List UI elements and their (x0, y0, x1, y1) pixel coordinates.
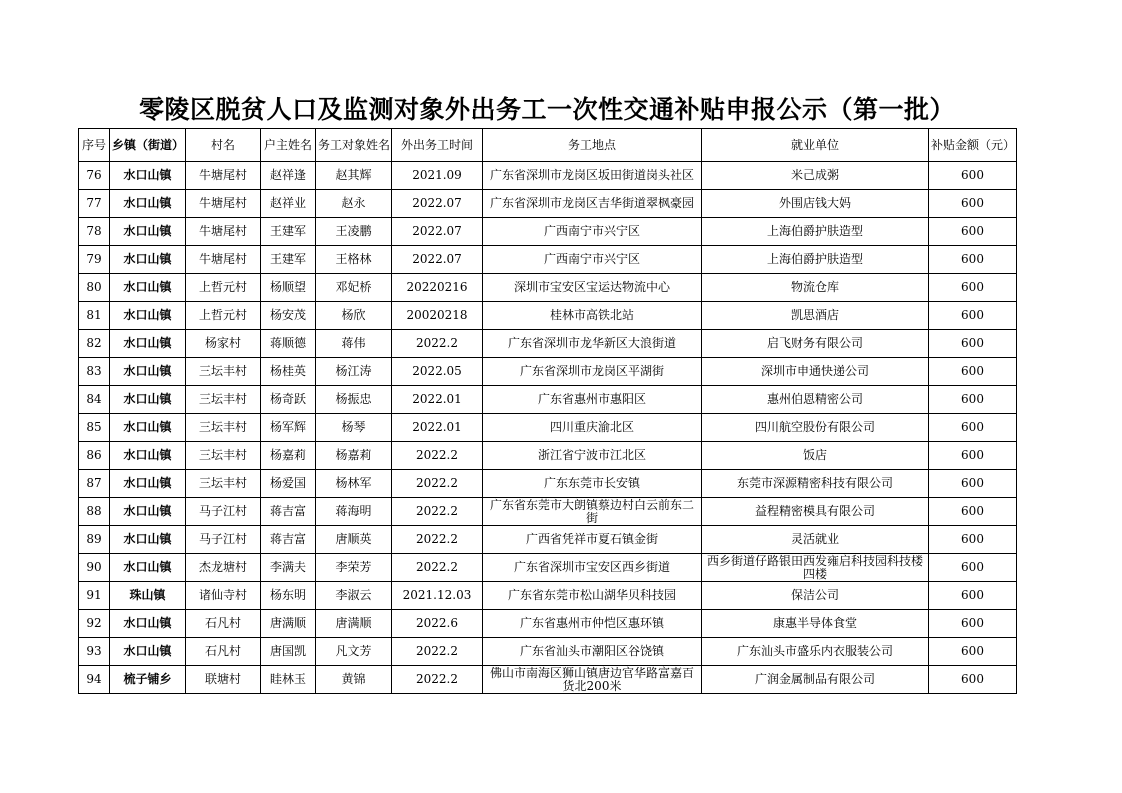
header-amount: 补贴金额（元） (929, 129, 1017, 162)
cell-worker: 杨林军 (316, 470, 392, 498)
table-row (79, 470, 1017, 498)
cell-location: 广东省东莞市松山湖华贝科技园 (483, 582, 702, 610)
cell-no: 94 (79, 666, 110, 694)
cell-worker: 蒋伟 (316, 330, 392, 358)
cell-town: 水口山镇 (110, 442, 186, 470)
table-body (79, 162, 1017, 694)
cell-amount: 600 (929, 246, 1017, 274)
cell-village: 三坛丰村 (186, 442, 261, 470)
header-out-time: 外出务工时间 (392, 129, 483, 162)
cell-householder: 蒋吉富 (261, 498, 316, 526)
cell-village: 石凡村 (186, 638, 261, 666)
cell-householder: 杨安茂 (261, 302, 316, 330)
cell-location: 广东省惠州市惠阳区 (483, 386, 702, 414)
cell-amount: 600 (929, 358, 1017, 386)
cell-village: 杨家村 (186, 330, 261, 358)
cell-employer: 广东汕头市盛乐内衣服装公司 (702, 638, 929, 666)
cell-no: 77 (79, 190, 110, 218)
cell-village: 牛塘尾村 (186, 190, 261, 218)
table-row (79, 330, 1017, 358)
cell-worker: 李荣芳 (316, 554, 392, 582)
subsidy-table (78, 128, 1017, 694)
cell-location: 广东省汕头市潮阳区谷饶镇 (483, 638, 702, 666)
cell-no: 89 (79, 526, 110, 554)
table-row (79, 666, 1017, 694)
cell-no: 80 (79, 274, 110, 302)
cell-employer: 西乡街道仔路银田西发雍启科技园科技楼四楼 (702, 554, 929, 582)
cell-employer: 米己成粥 (702, 162, 929, 190)
cell-village: 牛塘尾村 (186, 246, 261, 274)
cell-out-time: 2022.6 (392, 610, 483, 638)
cell-village: 杰龙塘村 (186, 554, 261, 582)
header-no: 序号 (79, 129, 110, 162)
cell-town: 水口山镇 (110, 554, 186, 582)
cell-town: 水口山镇 (110, 526, 186, 554)
cell-town: 水口山镇 (110, 246, 186, 274)
cell-town: 水口山镇 (110, 358, 186, 386)
cell-amount: 600 (929, 610, 1017, 638)
cell-location: 广东省深圳市龙岗区吉华街道翠枫豪园 (483, 190, 702, 218)
cell-householder: 杨嘉莉 (261, 442, 316, 470)
cell-town: 水口山镇 (110, 190, 186, 218)
cell-amount: 600 (929, 638, 1017, 666)
cell-worker: 唐顺英 (316, 526, 392, 554)
cell-town: 水口山镇 (110, 470, 186, 498)
table-row (79, 246, 1017, 274)
table-row (79, 218, 1017, 246)
table-row (79, 386, 1017, 414)
cell-location: 广东省东莞市大朗镇蔡边村白云前东二街 (483, 498, 702, 526)
cell-location: 广西南宁市兴宁区 (483, 218, 702, 246)
cell-amount: 600 (929, 470, 1017, 498)
table-row (79, 162, 1017, 190)
cell-village: 马子江村 (186, 526, 261, 554)
cell-amount: 600 (929, 386, 1017, 414)
cell-out-time: 2021.09 (392, 162, 483, 190)
cell-employer: 广润金属制品有限公司 (702, 666, 929, 694)
cell-employer: 保洁公司 (702, 582, 929, 610)
cell-amount: 600 (929, 162, 1017, 190)
cell-worker: 凡文芳 (316, 638, 392, 666)
cell-town: 水口山镇 (110, 302, 186, 330)
table-row (79, 610, 1017, 638)
cell-town: 水口山镇 (110, 386, 186, 414)
cell-no: 93 (79, 638, 110, 666)
header-village: 村名 (186, 129, 261, 162)
cell-village: 三坛丰村 (186, 386, 261, 414)
cell-employer: 惠州伯恩精密公司 (702, 386, 929, 414)
cell-out-time: 2021.12.03 (392, 582, 483, 610)
cell-householder: 杨奇跃 (261, 386, 316, 414)
cell-village: 牛塘尾村 (186, 162, 261, 190)
cell-employer: 四川航空股份有限公司 (702, 414, 929, 442)
cell-employer: 益程精密模具有限公司 (702, 498, 929, 526)
cell-worker: 杨欣 (316, 302, 392, 330)
cell-worker: 李淑云 (316, 582, 392, 610)
table-row (79, 442, 1017, 470)
cell-out-time: 2022.2 (392, 554, 483, 582)
cell-householder: 杨东明 (261, 582, 316, 610)
cell-town: 水口山镇 (110, 638, 186, 666)
cell-out-time: 20020218 (392, 302, 483, 330)
cell-amount: 600 (929, 498, 1017, 526)
cell-out-time: 2022.2 (392, 526, 483, 554)
cell-employer: 上海伯爵护肤造型 (702, 218, 929, 246)
cell-no: 87 (79, 470, 110, 498)
table-row (79, 274, 1017, 302)
cell-out-time: 2022.05 (392, 358, 483, 386)
table-row (79, 358, 1017, 386)
cell-location: 广东省惠州市仲恺区惠环镇 (483, 610, 702, 638)
cell-employer: 启飞财务有限公司 (702, 330, 929, 358)
cell-location: 广东省深圳市龙华新区大浪街道 (483, 330, 702, 358)
cell-no: 84 (79, 386, 110, 414)
cell-no: 78 (79, 218, 110, 246)
cell-village: 诸仙寺村 (186, 582, 261, 610)
cell-householder: 王建军 (261, 218, 316, 246)
cell-no: 90 (79, 554, 110, 582)
cell-householder: 赵祥业 (261, 190, 316, 218)
cell-worker: 杨江涛 (316, 358, 392, 386)
cell-village: 三坛丰村 (186, 414, 261, 442)
cell-worker: 赵其辉 (316, 162, 392, 190)
cell-town: 水口山镇 (110, 498, 186, 526)
cell-out-time: 2022.2 (392, 498, 483, 526)
cell-no: 79 (79, 246, 110, 274)
cell-amount: 600 (929, 274, 1017, 302)
cell-no: 81 (79, 302, 110, 330)
cell-worker: 杨嘉莉 (316, 442, 392, 470)
cell-location: 广东省深圳市龙岗区坂田街道岗头社区 (483, 162, 702, 190)
cell-amount: 600 (929, 302, 1017, 330)
cell-town: 水口山镇 (110, 218, 186, 246)
cell-employer: 上海伯爵护肤造型 (702, 246, 929, 274)
cell-householder: 眭林玉 (261, 666, 316, 694)
cell-employer: 东莞市深源精密科技有限公司 (702, 470, 929, 498)
cell-location: 广东东莞市长安镇 (483, 470, 702, 498)
cell-out-time: 2022.2 (392, 330, 483, 358)
cell-employer: 凯思酒店 (702, 302, 929, 330)
table-row (79, 638, 1017, 666)
cell-householder: 杨爱国 (261, 470, 316, 498)
page-title: 零陵区脱贫人口及监测对象外出务工一次性交通补贴申报公示（第一批） (138, 95, 955, 124)
cell-no: 88 (79, 498, 110, 526)
header-location: 务工地点 (483, 129, 702, 162)
cell-out-time: 2022.01 (392, 414, 483, 442)
cell-location: 佛山市南海区狮山镇唐边官华路富嘉百货北200米 (483, 666, 702, 694)
cell-amount: 600 (929, 218, 1017, 246)
cell-out-time: 2022.2 (392, 470, 483, 498)
cell-employer: 外围店钱大妈 (702, 190, 929, 218)
cell-village: 三坛丰村 (186, 358, 261, 386)
cell-householder: 蒋顺德 (261, 330, 316, 358)
header-employer: 就业单位 (702, 129, 929, 162)
cell-amount: 600 (929, 666, 1017, 694)
cell-worker: 杨琴 (316, 414, 392, 442)
table-header-row (79, 129, 1017, 162)
table-row (79, 498, 1017, 526)
header-town: 乡镇（街道） (110, 129, 186, 162)
cell-village: 石凡村 (186, 610, 261, 638)
header-worker: 务工对象姓名 (316, 129, 392, 162)
cell-town: 水口山镇 (110, 162, 186, 190)
cell-amount: 600 (929, 414, 1017, 442)
cell-amount: 600 (929, 582, 1017, 610)
table-row (79, 302, 1017, 330)
cell-out-time: 2022.07 (392, 246, 483, 274)
cell-householder: 杨桂英 (261, 358, 316, 386)
cell-worker: 杨振忠 (316, 386, 392, 414)
table-row (79, 190, 1017, 218)
cell-town: 水口山镇 (110, 610, 186, 638)
cell-no: 82 (79, 330, 110, 358)
cell-location: 广西省凭祥市夏石镇金街 (483, 526, 702, 554)
cell-householder: 王建军 (261, 246, 316, 274)
cell-village: 上哲元村 (186, 274, 261, 302)
cell-town: 水口山镇 (110, 330, 186, 358)
cell-location: 广西南宁市兴宁区 (483, 246, 702, 274)
cell-householder: 李满夫 (261, 554, 316, 582)
cell-out-time: 2022.2 (392, 442, 483, 470)
cell-no: 91 (79, 582, 110, 610)
cell-out-time: 20220216 (392, 274, 483, 302)
cell-location: 浙江省宁波市江北区 (483, 442, 702, 470)
cell-no: 86 (79, 442, 110, 470)
cell-amount: 600 (929, 190, 1017, 218)
cell-householder: 赵祥逢 (261, 162, 316, 190)
cell-employer: 康惠半导体食堂 (702, 610, 929, 638)
header-householder: 户主姓名 (261, 129, 316, 162)
cell-village: 牛塘尾村 (186, 218, 261, 246)
cell-householder: 杨顺望 (261, 274, 316, 302)
table-row (79, 554, 1017, 582)
cell-employer: 饭店 (702, 442, 929, 470)
cell-householder: 唐满顺 (261, 610, 316, 638)
table-row (79, 526, 1017, 554)
cell-out-time: 2022.01 (392, 386, 483, 414)
cell-town: 珠山镇 (110, 582, 186, 610)
cell-town: 水口山镇 (110, 274, 186, 302)
cell-village: 联塘村 (186, 666, 261, 694)
cell-worker: 唐满顺 (316, 610, 392, 638)
cell-no: 92 (79, 610, 110, 638)
cell-location: 广东省深圳市龙岗区平湖街 (483, 358, 702, 386)
cell-householder: 蒋吉富 (261, 526, 316, 554)
cell-no: 76 (79, 162, 110, 190)
cell-employer: 物流仓库 (702, 274, 929, 302)
cell-worker: 黄锦 (316, 666, 392, 694)
cell-householder: 唐国凯 (261, 638, 316, 666)
cell-village: 上哲元村 (186, 302, 261, 330)
cell-no: 85 (79, 414, 110, 442)
table-row (79, 414, 1017, 442)
cell-out-time: 2022.07 (392, 218, 483, 246)
cell-village: 三坛丰村 (186, 470, 261, 498)
cell-location: 广东省深圳市宝安区西乡街道 (483, 554, 702, 582)
table-row (79, 582, 1017, 610)
cell-employer: 深圳市申通快递公司 (702, 358, 929, 386)
cell-no: 83 (79, 358, 110, 386)
cell-worker: 邓妃桥 (316, 274, 392, 302)
cell-location: 深圳市宝安区宝运达物流中心 (483, 274, 702, 302)
cell-amount: 600 (929, 526, 1017, 554)
cell-location: 桂林市高铁北站 (483, 302, 702, 330)
cell-amount: 600 (929, 442, 1017, 470)
cell-worker: 蒋海明 (316, 498, 392, 526)
cell-employer: 灵活就业 (702, 526, 929, 554)
cell-householder: 杨军辉 (261, 414, 316, 442)
cell-amount: 600 (929, 330, 1017, 358)
cell-out-time: 2022.2 (392, 638, 483, 666)
cell-location: 四川重庆渝北区 (483, 414, 702, 442)
cell-worker: 赵永 (316, 190, 392, 218)
cell-town: 梳子铺乡 (110, 666, 186, 694)
cell-town: 水口山镇 (110, 414, 186, 442)
cell-worker: 王凌鹏 (316, 218, 392, 246)
cell-amount: 600 (929, 554, 1017, 582)
cell-worker: 王格林 (316, 246, 392, 274)
cell-out-time: 2022.07 (392, 190, 483, 218)
cell-out-time: 2022.2 (392, 666, 483, 694)
cell-village: 马子江村 (186, 498, 261, 526)
